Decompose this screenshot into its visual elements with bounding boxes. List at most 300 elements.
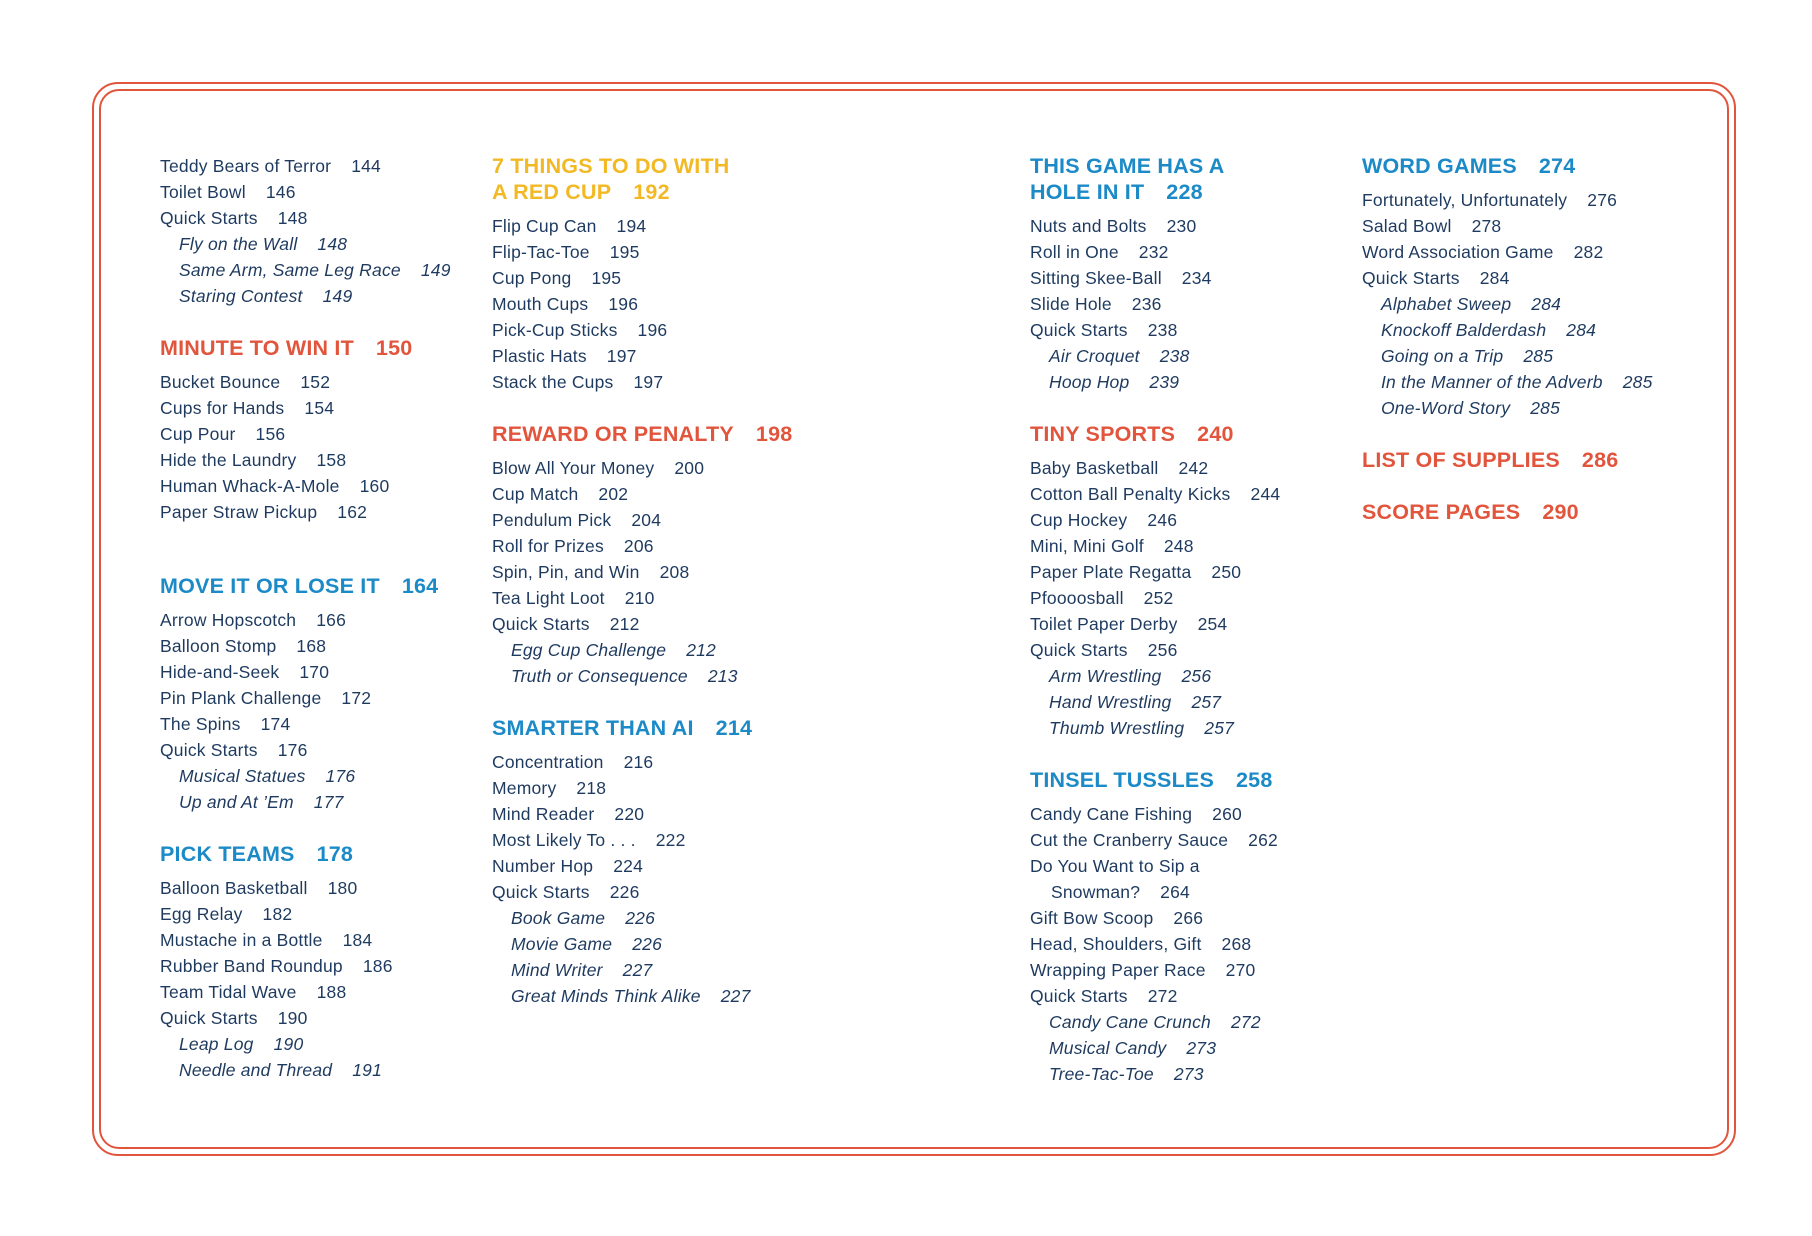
entry-title: Hide-and-Seek bbox=[160, 662, 280, 682]
toc-entry[interactable] bbox=[492, 317, 792, 343]
toc-subentry[interactable] bbox=[492, 931, 792, 957]
entry-page-number: 285 bbox=[1530, 398, 1561, 418]
entry-page-number: 226 bbox=[632, 934, 663, 954]
entry-page-number: 182 bbox=[262, 904, 293, 924]
entry-page-number: 213 bbox=[707, 666, 738, 686]
entry-page-number: 197 bbox=[606, 346, 637, 366]
entry-title: Thumb Wrestling bbox=[1049, 718, 1185, 738]
toc-entry[interactable] bbox=[1362, 265, 1653, 291]
toc-entry[interactable] bbox=[160, 499, 451, 525]
entry-title: Balloon Stomp bbox=[160, 636, 277, 656]
toc-subentry[interactable] bbox=[1030, 663, 1280, 689]
entry-title: Gift Bow Scoop bbox=[1030, 908, 1154, 928]
entry-page-number: 190 bbox=[273, 1034, 304, 1054]
entry-title: Quick Starts bbox=[1030, 320, 1128, 340]
entry-title: Pendulum Pick bbox=[492, 510, 612, 530]
entry-page-number: 162 bbox=[337, 502, 368, 522]
entry-page-number: 256 bbox=[1147, 640, 1178, 660]
toc-entry[interactable] bbox=[1030, 213, 1280, 239]
toc-entry[interactable] bbox=[492, 775, 792, 801]
entry-page-number: 272 bbox=[1147, 986, 1178, 1006]
entry-page-number: 148 bbox=[317, 234, 348, 254]
toc-subentry[interactable] bbox=[160, 257, 451, 283]
toc-entry[interactable] bbox=[492, 343, 792, 369]
entry-page-number: 239 bbox=[1149, 372, 1180, 392]
entry-page-number: 238 bbox=[1159, 346, 1190, 366]
toc-entry[interactable] bbox=[160, 421, 451, 447]
entry-title: Hand Wrestling bbox=[1049, 692, 1172, 712]
entry-title: Candy Cane Fishing bbox=[1030, 804, 1193, 824]
entry-title: Head, Shoulders, Gift bbox=[1030, 934, 1202, 954]
entry-title: Pin Plank Challenge bbox=[160, 688, 322, 708]
entry-page-number: 282 bbox=[1573, 242, 1604, 262]
toc-entry[interactable] bbox=[1030, 983, 1280, 1009]
entry-page-number: 196 bbox=[608, 294, 639, 314]
entry-page-number: 250 bbox=[1211, 562, 1242, 582]
toc-entry[interactable] bbox=[160, 607, 451, 633]
entry-title: Word Association Game bbox=[1362, 242, 1554, 262]
entry-page-number: 158 bbox=[316, 450, 347, 470]
entry-title: Quick Starts bbox=[160, 1008, 258, 1028]
toc-list bbox=[1030, 455, 1280, 663]
entry-title: Quick Starts bbox=[1030, 986, 1128, 1006]
entry-page-number: 246 bbox=[1147, 510, 1178, 530]
entry-page-number: 202 bbox=[598, 484, 629, 504]
entry-title: Rubber Band Roundup bbox=[160, 956, 343, 976]
entry-page-number: 224 bbox=[613, 856, 644, 876]
section-heading-tinsel-tussles[interactable]: TINSEL TUSSLES 258 bbox=[1030, 768, 1273, 792]
toc-list bbox=[1030, 213, 1280, 343]
toc-sublist bbox=[1030, 343, 1280, 395]
entry-title: Quick Starts bbox=[160, 208, 258, 228]
toc-entry[interactable] bbox=[492, 213, 792, 239]
toc-list bbox=[492, 749, 792, 905]
entry-title: Cup Match bbox=[492, 484, 579, 504]
entry-page-number: 276 bbox=[1587, 190, 1618, 210]
entry-title: Tree-Tac-Toe bbox=[1049, 1064, 1154, 1084]
toc-entry[interactable] bbox=[492, 369, 792, 395]
entry-page-number: 177 bbox=[313, 792, 344, 812]
entry-title: Salad Bowl bbox=[1362, 216, 1452, 236]
entry-title: Cup Hockey bbox=[1030, 510, 1128, 530]
toc-entry[interactable] bbox=[160, 659, 451, 685]
toc-entry[interactable] bbox=[160, 685, 451, 711]
entry-page-number: 176 bbox=[325, 766, 356, 786]
toc-entry-continued[interactable]: Snowman? 264 bbox=[1051, 882, 1190, 902]
entry-page-number: 257 bbox=[1204, 718, 1235, 738]
entry-page-number: 266 bbox=[1173, 908, 1204, 928]
entry-title: Air Croquet bbox=[1049, 346, 1140, 366]
toc-entry[interactable] bbox=[1362, 187, 1653, 213]
entry-title: Egg Cup Challenge bbox=[511, 640, 667, 660]
entry-page-number: 273 bbox=[1186, 1038, 1217, 1058]
entry-title: Fly on the Wall bbox=[179, 234, 298, 254]
entry-title: Stack the Cups bbox=[492, 372, 614, 392]
entry-page-number: 149 bbox=[322, 286, 353, 306]
toc-list bbox=[160, 369, 451, 525]
toc-entry[interactable] bbox=[1030, 507, 1280, 533]
toc-entry[interactable] bbox=[1030, 585, 1280, 611]
toc-subentry[interactable] bbox=[1030, 369, 1280, 395]
toc-entry[interactable] bbox=[1030, 611, 1280, 637]
toc-subentry[interactable] bbox=[492, 663, 792, 689]
entry-title: Quick Starts bbox=[160, 740, 258, 760]
section-heading-7-things-red-cup[interactable]: 7 THINGS TO DO WITH A RED CUP 192 bbox=[492, 154, 730, 204]
toc-list bbox=[492, 455, 792, 637]
entry-title: Fortunately, Unfortunately bbox=[1362, 190, 1568, 210]
toc-entry[interactable] bbox=[492, 455, 792, 481]
entry-page-number: 230 bbox=[1166, 216, 1197, 236]
entry-page-number: 154 bbox=[304, 398, 335, 418]
entry-page-number: 234 bbox=[1181, 268, 1212, 288]
toc-entry[interactable] bbox=[1030, 559, 1280, 585]
entry-title: One-Word Story bbox=[1381, 398, 1511, 418]
toc-entry[interactable] bbox=[160, 953, 451, 979]
entry-page-number: 180 bbox=[327, 878, 358, 898]
entry-page-number: 254 bbox=[1197, 614, 1228, 634]
entry-page-number: 176 bbox=[277, 740, 308, 760]
entry-page-number: 188 bbox=[316, 982, 347, 1002]
toc-entry[interactable]: Do You Want to Sip a bbox=[1030, 856, 1200, 876]
toc-entry[interactable] bbox=[492, 801, 792, 827]
entry-page-number: 197 bbox=[633, 372, 664, 392]
entry-page-number: 260 bbox=[1212, 804, 1242, 824]
entry-title: Memory bbox=[492, 778, 557, 798]
entry-page-number: 149 bbox=[420, 260, 451, 280]
toc-entry[interactable] bbox=[492, 239, 792, 265]
entry-page-number: 262 bbox=[1248, 830, 1278, 850]
toc-subentry[interactable] bbox=[1362, 317, 1653, 343]
toc-subentry[interactable] bbox=[1362, 343, 1653, 369]
toc-entry[interactable] bbox=[492, 611, 792, 637]
toc-entry[interactable] bbox=[160, 205, 451, 231]
toc-subentry[interactable] bbox=[1030, 1009, 1280, 1035]
section-heading-pick-teams[interactable]: PICK TEAMS 178 bbox=[160, 842, 354, 866]
toc-list bbox=[1030, 801, 1280, 853]
entry-page-number: 222 bbox=[655, 830, 686, 850]
toc-entry[interactable] bbox=[1030, 291, 1280, 317]
entry-page-number: 278 bbox=[1471, 216, 1502, 236]
entry-title: Paper Plate Regatta bbox=[1030, 562, 1192, 582]
entry-page-number: 156 bbox=[255, 424, 286, 444]
toc-entry[interactable] bbox=[492, 853, 792, 879]
entry-title: Knockoff Balderdash bbox=[1381, 320, 1547, 340]
entry-page-number: 270 bbox=[1225, 960, 1256, 980]
toc-entry[interactable] bbox=[160, 633, 451, 659]
entry-page-number: 191 bbox=[352, 1060, 383, 1080]
toc-subentry[interactable] bbox=[160, 283, 451, 309]
toc-entry[interactable] bbox=[160, 1005, 451, 1031]
toc-entry[interactable] bbox=[1362, 239, 1653, 265]
toc-sublist bbox=[492, 905, 792, 1009]
entry-title: Toilet Paper Derby bbox=[1030, 614, 1178, 634]
entry-title: Up and At ’Em bbox=[179, 792, 294, 812]
entry-title: Mustache in a Bottle bbox=[160, 930, 323, 950]
entry-page-number: 220 bbox=[614, 804, 645, 824]
entry-page-number: 227 bbox=[720, 986, 751, 1006]
toc-list bbox=[492, 213, 792, 395]
toc-entry[interactable] bbox=[160, 875, 451, 901]
entry-page-number: 170 bbox=[299, 662, 330, 682]
toc-subentry[interactable] bbox=[492, 637, 792, 663]
entry-title: Quick Starts bbox=[1362, 268, 1460, 288]
entry-page-number: 148 bbox=[277, 208, 308, 228]
entry-title: Hide the Laundry bbox=[160, 450, 297, 470]
entry-title: Blow All Your Money bbox=[492, 458, 655, 478]
entry-title: Wrapping Paper Race bbox=[1030, 960, 1206, 980]
toc-subentry[interactable] bbox=[492, 905, 792, 931]
entry-title: Plastic Hats bbox=[492, 346, 587, 366]
toc-entry[interactable] bbox=[160, 473, 451, 499]
entry-page-number: 194 bbox=[616, 216, 647, 236]
section-heading-list-of-supplies[interactable]: LIST OF SUPPLIES 286 bbox=[1362, 448, 1619, 472]
entry-page-number: 284 bbox=[1479, 268, 1510, 288]
toc-entry[interactable] bbox=[1030, 239, 1280, 265]
entry-page-number: 284 bbox=[1566, 320, 1597, 340]
entry-title: Human Whack-A-Mole bbox=[160, 476, 340, 496]
toc-list bbox=[1362, 187, 1653, 291]
toc-column-2 bbox=[492, 153, 792, 1009]
entry-page-number: 226 bbox=[609, 882, 640, 902]
toc-entry[interactable] bbox=[1030, 801, 1280, 827]
entry-page-number: 195 bbox=[591, 268, 622, 288]
entry-title: Cup Pour bbox=[160, 424, 236, 444]
toc-subentry[interactable] bbox=[160, 1031, 451, 1057]
entry-title: Cotton Ball Penalty Kicks bbox=[1030, 484, 1231, 504]
toc-list bbox=[160, 875, 451, 1031]
toc-entry[interactable] bbox=[492, 585, 792, 611]
toc-entry[interactable] bbox=[492, 827, 792, 853]
entry-title: The Spins bbox=[160, 714, 241, 734]
entry-page-number: 227 bbox=[622, 960, 653, 980]
toc-entry[interactable] bbox=[160, 447, 451, 473]
entry-title: Nuts and Bolts bbox=[1030, 216, 1147, 236]
entry-page-number: 172 bbox=[341, 688, 372, 708]
toc-subentry[interactable] bbox=[1030, 343, 1280, 369]
toc-entry[interactable] bbox=[1030, 265, 1280, 291]
toc-entry[interactable] bbox=[492, 533, 792, 559]
entry-title: Arm Wrestling bbox=[1049, 666, 1162, 686]
entry-title: Going on a Trip bbox=[1381, 346, 1504, 366]
section-heading-reward-or-penalty[interactable]: REWARD OR PENALTY 198 bbox=[492, 422, 793, 446]
entry-page-number: 272 bbox=[1230, 1012, 1261, 1032]
entry-title: Toilet Bowl bbox=[160, 182, 246, 202]
entry-title: Baby Basketball bbox=[1030, 458, 1159, 478]
entry-page-number: 285 bbox=[1523, 346, 1554, 366]
section-heading-word-games[interactable]: WORD GAMES 274 bbox=[1362, 154, 1576, 178]
entry-page-number: 144 bbox=[351, 156, 381, 176]
entry-title: Truth or Consequence bbox=[511, 666, 688, 686]
toc-subentry[interactable] bbox=[1030, 715, 1280, 741]
entry-page-number: 166 bbox=[316, 610, 347, 630]
entry-page-number: 248 bbox=[1163, 536, 1194, 556]
toc-entry[interactable] bbox=[160, 395, 451, 421]
entry-title: Mini, Mini Golf bbox=[1030, 536, 1144, 556]
toc-subentry[interactable] bbox=[1030, 1035, 1280, 1061]
toc-entry[interactable] bbox=[160, 153, 451, 179]
toc-entry[interactable] bbox=[1030, 931, 1280, 957]
entry-page-number: 226 bbox=[625, 908, 656, 928]
toc-entry[interactable] bbox=[492, 879, 792, 905]
section-heading-minute-to-win-it[interactable]: MINUTE TO WIN IT 150 bbox=[160, 336, 413, 360]
toc-entry[interactable] bbox=[1030, 533, 1280, 559]
entry-title: Great Minds Think Alike bbox=[511, 986, 701, 1006]
entry-title: Needle and Thread bbox=[179, 1060, 333, 1080]
entry-page-number: 218 bbox=[576, 778, 607, 798]
toc-entry[interactable] bbox=[1030, 905, 1280, 931]
toc-subentry[interactable] bbox=[1362, 369, 1653, 395]
toc-entry[interactable] bbox=[160, 179, 451, 205]
entry-title: Mind Reader bbox=[492, 804, 595, 824]
entry-page-number: 284 bbox=[1531, 294, 1562, 314]
entry-page-number: 242 bbox=[1178, 458, 1209, 478]
toc-entry[interactable] bbox=[1030, 827, 1280, 853]
toc-subentry[interactable] bbox=[1362, 395, 1653, 421]
entry-title: Teddy Bears of Terror bbox=[160, 156, 332, 176]
entry-page-number: 210 bbox=[624, 588, 655, 608]
entry-page-number: 204 bbox=[631, 510, 662, 530]
toc-sublist bbox=[1362, 291, 1653, 421]
entry-page-number: 195 bbox=[609, 242, 640, 262]
entry-page-number: 236 bbox=[1131, 294, 1162, 314]
entry-title: Most Likely To . . . bbox=[492, 830, 636, 850]
entry-page-number: 244 bbox=[1250, 484, 1281, 504]
section-heading-smarter-than-ai[interactable]: SMARTER THAN AI 214 bbox=[492, 716, 753, 740]
entry-page-number: 190 bbox=[277, 1008, 308, 1028]
toc-entry[interactable] bbox=[1030, 455, 1280, 481]
toc-sublist bbox=[160, 231, 451, 309]
toc-subentry[interactable] bbox=[160, 1057, 451, 1083]
toc-entry[interactable] bbox=[492, 481, 792, 507]
entry-title: Mind Writer bbox=[511, 960, 603, 980]
toc-entry[interactable] bbox=[1030, 637, 1280, 663]
section-heading-move-it-or-lose-it[interactable]: MOVE IT OR LOSE IT 164 bbox=[160, 574, 439, 598]
entry-title: Candy Cane Crunch bbox=[1049, 1012, 1211, 1032]
section-heading-tiny-sports[interactable]: TINY SPORTS 240 bbox=[1030, 422, 1234, 446]
entry-title: Paper Straw Pickup bbox=[160, 502, 318, 522]
entry-title: Flip-Tac-Toe bbox=[492, 242, 590, 262]
entry-title: Team Tidal Wave bbox=[160, 982, 297, 1002]
section-heading-score-pages[interactable]: SCORE PAGES 290 bbox=[1362, 500, 1579, 524]
toc-entry[interactable] bbox=[160, 901, 451, 927]
entry-page-number: 216 bbox=[623, 752, 654, 772]
entry-title: Quick Starts bbox=[1030, 640, 1128, 660]
toc-entry[interactable] bbox=[492, 749, 792, 775]
toc-entry[interactable] bbox=[1030, 957, 1280, 983]
toc-subentry[interactable] bbox=[492, 983, 792, 1009]
toc-entry[interactable] bbox=[160, 927, 451, 953]
toc-entry[interactable] bbox=[1362, 213, 1653, 239]
toc-entry[interactable] bbox=[160, 737, 451, 763]
entry-page-number: 200 bbox=[674, 458, 705, 478]
toc-list bbox=[160, 607, 451, 763]
entry-page-number: 257 bbox=[1191, 692, 1222, 712]
entry-title: Balloon Basketball bbox=[160, 878, 308, 898]
toc-sublist bbox=[160, 763, 451, 815]
entry-title: Alphabet Sweep bbox=[1381, 294, 1512, 314]
entry-title: Quick Starts bbox=[492, 614, 590, 634]
entry-page-number: 184 bbox=[342, 930, 373, 950]
entry-title: Musical Candy bbox=[1049, 1038, 1167, 1058]
toc-entry[interactable] bbox=[492, 507, 792, 533]
entry-page-number: 232 bbox=[1138, 242, 1169, 262]
toc-subentry[interactable] bbox=[1362, 291, 1653, 317]
entry-title: In the Manner of the Adverb bbox=[1381, 372, 1603, 392]
entry-title: Same Arm, Same Leg Race bbox=[179, 260, 401, 280]
toc-entry[interactable] bbox=[160, 711, 451, 737]
toc-entry[interactable] bbox=[1030, 317, 1280, 343]
entry-title: Concentration bbox=[492, 752, 604, 772]
toc-entry[interactable] bbox=[492, 559, 792, 585]
entry-title: Pick-Cup Sticks bbox=[492, 320, 618, 340]
entry-title: Leap Log bbox=[179, 1034, 254, 1054]
entry-page-number: 152 bbox=[300, 372, 331, 392]
section-heading-this-game-has-a-hole[interactable]: THIS GAME HAS A HOLE IN IT 228 bbox=[1030, 154, 1225, 204]
entry-page-number: 268 bbox=[1221, 934, 1252, 954]
entry-title: Number Hop bbox=[492, 856, 594, 876]
entry-title: Roll in One bbox=[1030, 242, 1119, 262]
toc-subentry[interactable] bbox=[1030, 689, 1280, 715]
entry-page-number: 186 bbox=[362, 956, 393, 976]
entry-title: Bucket Bounce bbox=[160, 372, 281, 392]
entry-title: Staring Contest bbox=[179, 286, 303, 306]
entry-title: Slide Hole bbox=[1030, 294, 1112, 314]
entry-title: Flip Cup Can bbox=[492, 216, 597, 236]
toc-sublist bbox=[492, 637, 792, 689]
toc-sublist bbox=[1030, 663, 1280, 741]
entry-title: Egg Relay bbox=[160, 904, 243, 924]
entry-page-number: 238 bbox=[1147, 320, 1178, 340]
entry-title: Cups for Hands bbox=[160, 398, 285, 418]
entry-title: Cup Pong bbox=[492, 268, 572, 288]
toc-subentry[interactable] bbox=[160, 789, 451, 815]
toc-entry[interactable] bbox=[160, 979, 451, 1005]
entry-page-number: 160 bbox=[359, 476, 390, 496]
entry-page-number: 168 bbox=[296, 636, 327, 656]
toc-column-4 bbox=[1362, 153, 1653, 525]
toc-subentry[interactable] bbox=[160, 763, 451, 789]
entry-title: Cut the Cranberry Sauce bbox=[1030, 830, 1229, 850]
toc-subentry[interactable] bbox=[1030, 1061, 1280, 1087]
entry-page-number: 285 bbox=[1622, 372, 1653, 392]
toc-column-1 bbox=[160, 153, 451, 1083]
toc-entry[interactable] bbox=[160, 369, 451, 395]
toc-entry[interactable] bbox=[492, 291, 792, 317]
entry-page-number: 252 bbox=[1143, 588, 1174, 608]
toc-list bbox=[160, 153, 451, 231]
toc-entry[interactable] bbox=[1030, 481, 1280, 507]
entry-title: Roll for Prizes bbox=[492, 536, 604, 556]
entry-title: Tea Light Loot bbox=[492, 588, 605, 608]
entry-page-number: 273 bbox=[1173, 1064, 1204, 1084]
entry-page-number: 212 bbox=[686, 640, 716, 660]
entry-page-number: 256 bbox=[1181, 666, 1212, 686]
toc-entry[interactable] bbox=[492, 265, 792, 291]
entry-page-number: 146 bbox=[265, 182, 296, 202]
entry-page-number: 196 bbox=[637, 320, 668, 340]
toc-subentry[interactable] bbox=[160, 231, 451, 257]
entry-title: Hoop Hop bbox=[1049, 372, 1130, 392]
entry-page-number: 212 bbox=[609, 614, 640, 634]
entry-title: Movie Game bbox=[511, 934, 613, 954]
entry-page-number: 206 bbox=[623, 536, 654, 556]
entry-title: Mouth Cups bbox=[492, 294, 589, 314]
toc-list bbox=[1030, 905, 1280, 1009]
toc-subentry[interactable] bbox=[492, 957, 792, 983]
entry-title: Arrow Hopscotch bbox=[160, 610, 297, 630]
toc-sublist bbox=[160, 1031, 451, 1083]
entry-page-number: 174 bbox=[260, 714, 291, 734]
